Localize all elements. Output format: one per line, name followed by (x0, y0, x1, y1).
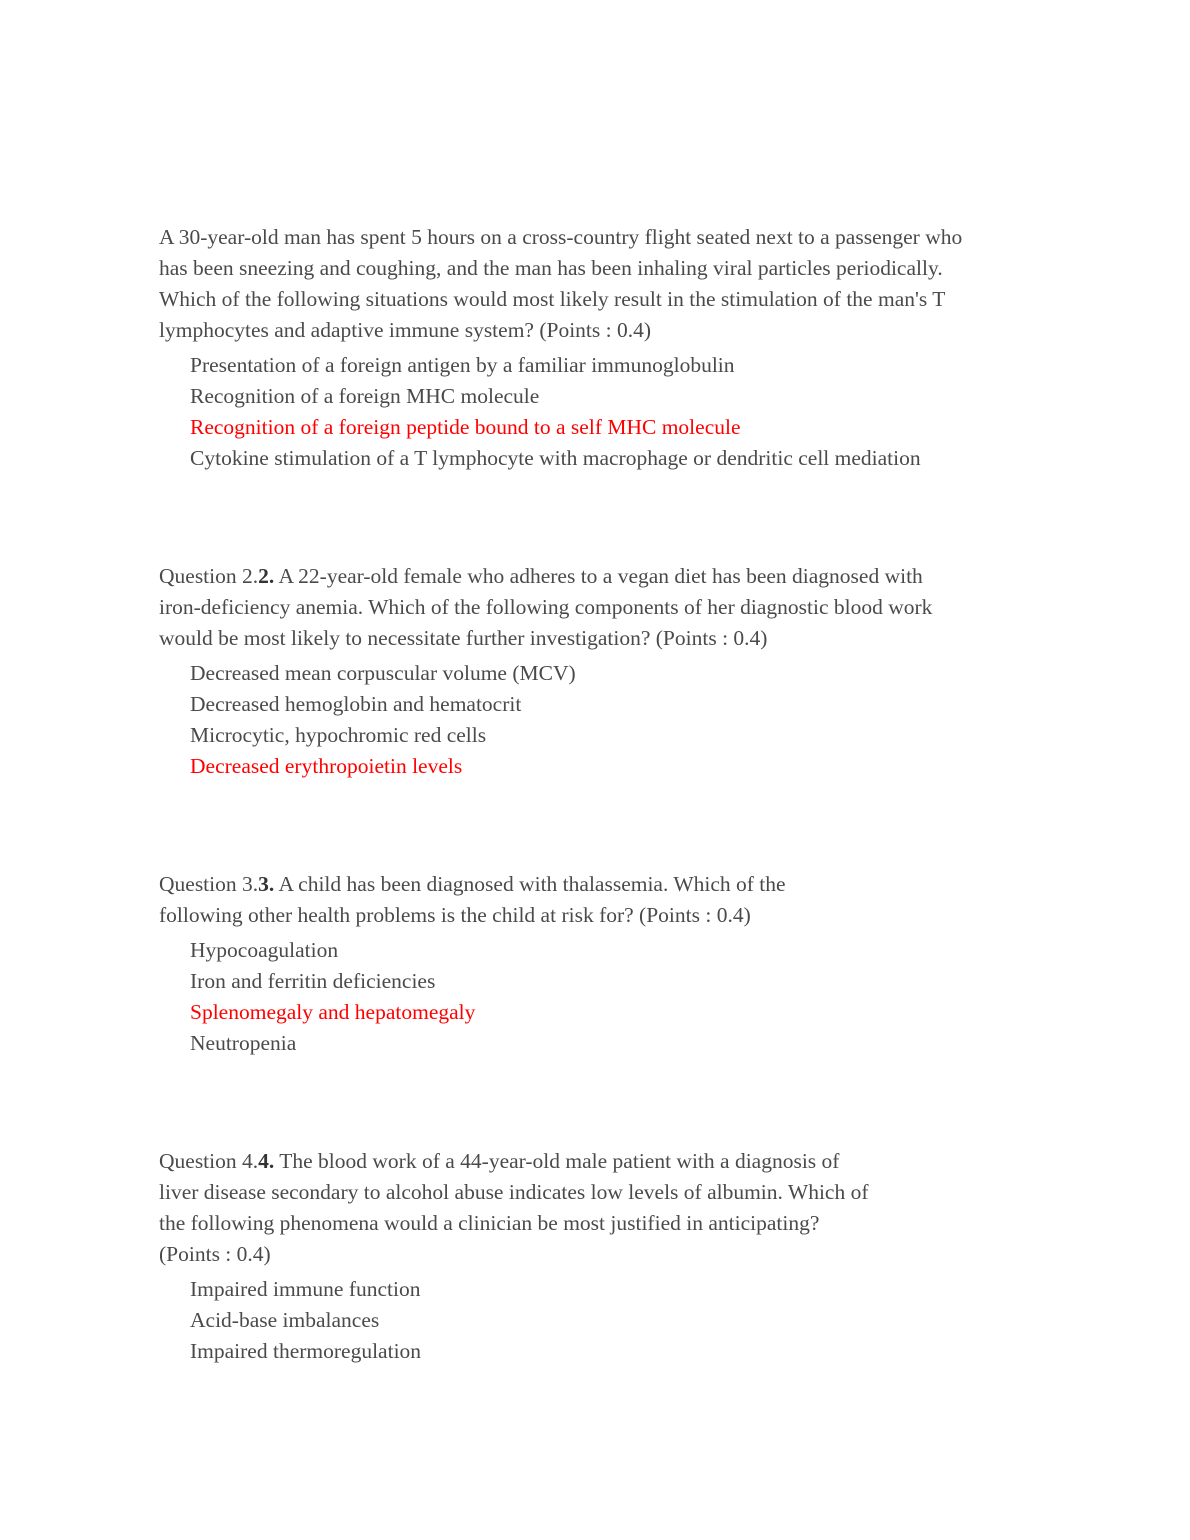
answer-options (159, 658, 959, 782)
answer-option[interactable]: Decreased hemoglobin and hematocrit (190, 692, 522, 716)
answer-option[interactable]: Decreased mean corpuscular volume (MCV) (190, 661, 576, 685)
question-1 (159, 222, 989, 474)
answer-option[interactable]: Cytokine stimulation of a T lymphocyte with macrophage or dendritic cell mediation (190, 446, 921, 470)
answer-option[interactable]: Recognition of a foreign MHC molecule (190, 384, 540, 408)
question-number: 3. (258, 872, 275, 896)
question-2 (159, 561, 959, 782)
answer-option-correct[interactable]: Recognition of a foreign peptide bound to a self MHC molecule (190, 415, 741, 439)
question-4 (159, 1146, 884, 1367)
answer-option[interactable]: Presentation of a foreign antigen by a familiar immunoglobulin (190, 353, 735, 377)
answer-option-correct[interactable]: Decreased erythropoietin levels (190, 754, 463, 778)
answer-option[interactable]: Neutropenia (190, 1031, 297, 1055)
question-text: A 30-year-old man has spent 5 hours on a cross-country flight seated next to a passenger who has been sneezing and coughing, and the man has been inhaling viral particles periodically. Which of the following situations would most likely result in the stimulation of the man's T lymphocytes and adaptive immune system? (Points : 0.4) (159, 225, 963, 342)
answer-option[interactable]: Hypocoagulation (190, 938, 339, 962)
question-stem (159, 1146, 884, 1270)
answer-option[interactable]: Impaired immune function (190, 1277, 421, 1301)
answer-options (159, 1274, 884, 1367)
answer-option[interactable]: Microcytic, hypochromic red cells (190, 723, 487, 747)
question-3 (159, 869, 859, 1059)
question-prefix: Question 2. (159, 564, 259, 588)
question-stem (159, 561, 959, 654)
answer-options (159, 935, 859, 1059)
question-prefix: Question 3. (159, 872, 259, 896)
answer-option[interactable]: Impaired thermoregulation (190, 1339, 422, 1363)
question-text: The blood work of a 44-year-old male patient with a diagnosis of liver disease secondary to alcohol abuse indicates low levels of albumin. Which of the following phenomena would a clinician be most justified in anticipating? (Points : 0.4) (159, 1149, 869, 1266)
question-text: A 22-year-old female who adheres to a vegan diet has been diagnosed with iron-deficiency anemia. Which of the following components of her diagnostic blood work would be most likely to necessitate further investigation? (Points : 0.4) (159, 564, 933, 650)
question-stem (159, 222, 989, 346)
answer-options (159, 350, 989, 474)
question-number: 4. (258, 1149, 275, 1173)
question-number: 2. (258, 564, 275, 588)
answer-option[interactable]: Acid-base imbalances (190, 1308, 380, 1332)
question-text: A child has been diagnosed with thalassemia. Which of the following other health problems is the child at risk for? (Points : 0.4) (159, 872, 786, 927)
question-prefix: Question 4. (159, 1149, 259, 1173)
answer-option-correct[interactable]: Splenomegaly and hepatomegaly (190, 1000, 476, 1024)
question-stem (159, 869, 859, 931)
answer-option[interactable]: Iron and ferritin deficiencies (190, 969, 436, 993)
